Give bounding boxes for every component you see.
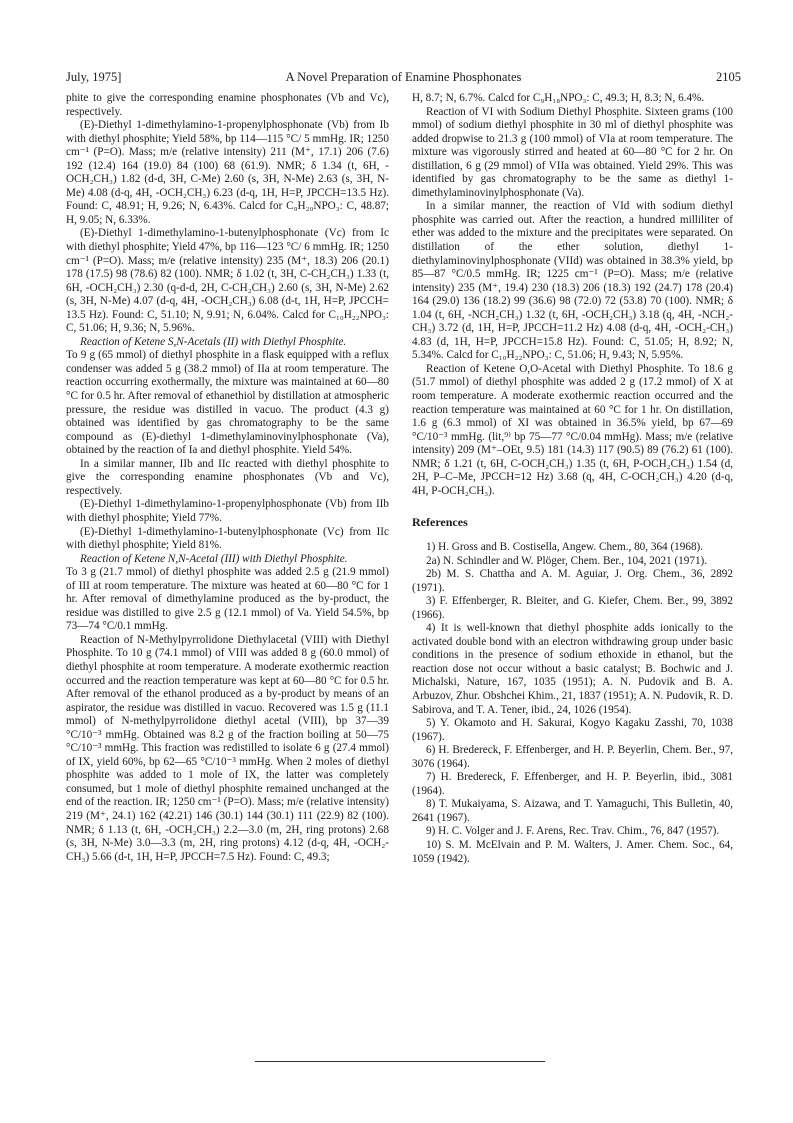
- reference-item: 9) H. C. Volger and J. F. Arens, Rec. Trav. Chim., 76, 847 (1957).: [426, 825, 720, 838]
- reference-item: 2a) N. Schindler and W. Plöger, Chem. Ber., 104, 2021 (1971).: [426, 554, 708, 567]
- running-title: A Novel Preparation of Enamine Phosphonates: [285, 70, 522, 84]
- reference-item: 7) H. Bredereck, F. Effenberger, and H. P. Beyerlin, ibid., 3081 (1964).: [412, 771, 733, 797]
- journal-date: July, 1975]: [66, 70, 122, 84]
- paragraph: To 3 g (21.7 mmol) of diethyl phosphite was added 2.5 g (21.9 mmol) of III at room temperature. The mixture was heated at 60—80 °C for 1 hr. After removal of dimethylamine produced as the by-product, the residue was distilled to give 2.5 g (12.1 mmol) of Va. Yield 54.5%, bp 73—74 °C/0.1 mmHg.: [66, 566, 389, 633]
- paragraph: H, 8.7; N, 6.7%. Calcd for C₉H₁₈NPO₃: C, 49.3; H, 8.3; N, 6.4%.: [412, 92, 705, 104]
- footer-rule: [255, 1061, 545, 1062]
- right-column: [412, 92, 733, 866]
- section-heading: Reaction of Ketene N,N-Acetal (III) with Diethyl Phosphite.: [80, 552, 348, 565]
- left-column: [66, 92, 389, 864]
- reference-item: 1) H. Gross and B. Costisella, Angew. Chem., 80, 364 (1968).: [426, 540, 704, 553]
- page-number: 2105: [716, 70, 741, 84]
- section-paragraph: Reaction of Ketene O,O-Acetal with Diethyl Phosphite. To 18.6 g (51.7 mmol) of diethyl phosphite was added 2 g (17.2 mmol) of X at room temperature. A moderate exothermic reaction occurred and the reaction temperature was maintained at 60 °C for 1 hr. On distillation, 1.6 g (6.3 mmol) of XI was obtained in 36.5% yield, bp 67—69 °C/10⁻³ mmHg. (lit,⁹⁾ bp 75—77 °C/0.04 mmHg). Mass; m/e (relative intensity) 209 (M⁺–OEt, 9.5) 181 (14.3) 117 (90.5) 89 (76.2) 61 (100). NMR; δ 1.21 (t, 6H, C-OCH₂CH₃) 1.35 (t, 6H, P-OCH₂CH₃) 1.54 (d, 2H, P–C–Me, JPCCH=12 Hz) 3.68 (q, 4H, C-OCH₂CH₃) 4.20 (d-q, 4H, P-OCH₂CH₃).: [412, 362, 733, 497]
- paragraph: (E)-Diethyl 1-dimethylamino-1-propenylphosphonate (Vb) from Ib with diethyl phosphite; Yield 58%, bp 114—115 °C/ 5 mmHg. IR; 1250 cm⁻¹ (P=O). Mass; m/e (relative intensity) 211 (M⁺, 17.1) 206 (7.6) 192 (12.4) 164 (19.0) 84 (100) 68 (61.9). NMR; δ 1.34 (t, 6H, -OCH₂CH₃) 1.82 (d-d, 3H, C-Me) 2.60 (s, 3H, N-Me) 2.63 (s, 3H, N-Me) 4.08 (d-q, 4H, -OCH₂CH₃) 6.23 (d-q, 1H, H=P, JPCCH=13.5 Hz). Found: C, 48.91; H, 9.26; N, 6.43%. Calcd for C₉H₂₀NPO₃: C, 48.87; H, 9.05; N, 6.33%.: [66, 119, 389, 226]
- paragraph: In a similar manner, the reaction of VId with sodium diethyl phosphite was carried out. After the reaction, a hundred milliliter of ether was added to the mixture and the precipitates were separated. On distillation of the ether solution, diethyl 1-diethylaminovinylphosphonate (VIId) was obtained in 38.3% yield, bp 85—87 °C/0.5 mmHg. IR; 1225 cm⁻¹ (P=O). Mass; m/e (relative intensity) 235 (M⁺, 19.4) 230 (18.3) 206 (18.3) 192 (24.7) 178 (20.4) 164 (29.0) 136 (18.2) 99 (36.6) 98 (72.0) 72 (53.8) 70 (100). NMR; δ 1.04 (t, 6H, -NCH₂CH₃) 1.32 (t, 6H, -OCH₂CH₃) 3.18 (q, 4H, -NCH₂-CH₃) 3.72 (d, 1H, H=P, JPCCH=11.2 Hz) 4.08 (d-q, 4H, -OCH₂-CH₃) 4.83 (d, 1H, H=P, JPCCH=15.8 Hz). Found: C, 51.05; H, 8.92; N, 5.34%. Calcd for C₁₀H₂₂NPO₃: C, 51.06; H, 9.43; N, 5.95%.: [412, 200, 733, 362]
- paragraph: In a similar manner, IIb and IIc reacted with diethyl phosphite to give the corresponding enamine phosphonates (Vb and Vc), respectively.: [66, 457, 389, 497]
- references-heading: References: [412, 515, 468, 530]
- paragraph: (E)-Diethyl 1-dimethylamino-1-propenylphosphonate (Vb) from IIb with diethyl phosphite; Yield 77%.: [66, 498, 389, 524]
- reference-item: 8) T. Mukaiyama, S. Aizawa, and T. Yamaguchi, This Bulletin, 40, 2641 (1967).: [412, 798, 733, 824]
- reference-item: 3) F. Effenberger, R. Bleiter, and G. Kiefer, Chem. Ber., 99, 3892 (1966).: [412, 595, 733, 621]
- reference-item: 5) Y. Okamoto and H. Sakurai, Kogyo Kagaku Zasshi, 70, 1038 (1967).: [412, 717, 733, 743]
- paragraph: To 9 g (65 mmol) of diethyl phosphite in a flask equipped with a reflux condenser was added 5 g (38.2 mmol) of IIa at room temperature. The reaction occurring exothermally, the mixture was maintained at 60—80 °C for 0.5 hr. After removal of ethanethiol by distillation at atmospheric pressure, the residue was distilled in vacuo. The product (4.3 g) obtained was identified by gas chromatography to be the same compound as (E)-diethyl 1-dimethylaminovinylphosphonate (Va), obtained by the reaction of Ia and diethyl phosphite. Yield 54%.: [66, 349, 389, 457]
- reference-item: 10) S. M. McElvain and P. M. Walters, J. Amer. Chem. Soc., 64, 1059 (1942).: [412, 838, 733, 865]
- reference-item: 4) It is well-known that diethyl phosphite adds ionically to the activated double bond with an electron withdrawing group under basic conditions in the presence of sodium ethoxide in ethanol, but the reaction dose not occur without a basic catalyst; B. Bochwic and J. Michalski, Nature, 167, 1035 (1951); A. N. Pudovik and B. A. Arbuzov, Zhur. Obshchei Khim., 21, 1837 (1951); A. N. Pudovik, R. D. Sabirova, and T. A. Tener, ibid., 24, 1026 (1954).: [412, 622, 733, 716]
- section-heading: Reaction of Ketene S,N-Acetals (II) with Diethyl Phosphite.: [80, 335, 347, 348]
- paragraph: phite to give the corresponding enamine phosphonates (Vb and Vc), respectively.: [66, 92, 389, 118]
- reference-item: 2b) M. S. Chattha and A. M. Aguiar, J. Org. Chem., 36, 2892 (1971).: [412, 568, 733, 594]
- paragraph: (E)-Diethyl 1-dimethylamino-1-butenylphosphonate (Vc) from Ic with diethyl phosphite; Yield 47%, bp 116—123 °C/ 6 mmHg. IR; 1250 cm⁻¹ (P=O). Mass; m/e (relative intensity) 235 (M⁺, 18.3) 206 (20.1) 178 (17.5) 98 (78.6) 82 (100). NMR; δ 1.02 (t, 3H, C-CH₂CH₃) 1.33 (t, 6H, -OCH₂CH₃) 2.30 (q-d-d, 2H, C-CH₂CH₃) 2.60 (s, 3H, N-Me) 2.62 (s, 3H, N-Me) 4.07 (d-q, 4H, -OCH₂CH₃) 6.08 (d-t, 1H, H=P, JPCCH= 13.5 Hz). Found: C, 51.10; N, 9.91; N, 6.04%. Calcd for C₁₀H₂₂NPO₃: C, 51.06; H, 9.36; N, 5.96%.: [66, 227, 389, 335]
- reference-item: 6) H. Bredereck, F. Effenberger, and H. P. Beyerlin, Chem. Ber., 97, 3076 (1964).: [412, 744, 733, 770]
- section-paragraph: Reaction of N-Methylpyrrolidone Diethylacetal (VIII) with Diethyl Phosphite. To 10 g (74.1 mmol) of VIII was added 8 g (60.0 mmol) of diethyl phosphite at room temperature. A moderate exothermic reaction occurred and the reaction temperature was kept at 60—80 °C for 0.5 hr. After removal of the ethanol produced as a by-product by means of an aspirator, the residue was distilled in vacuo. Recovered was 1.5 g (11.1 mmol) of N-methylpyrrolidone diethyl acetal (VIII), bp 37—39 °C/10⁻³ mmHg. Obtained was 8.2 g of the fraction boiling at 50—75 °C/10⁻³ mmHg. This fraction was redistilled to isolate 6 g (27.4 mmol) of IX, yield 60%, bp 62—65 °C/10⁻³ mmHg. When 2 moles of diethyl phosphite was added to 1 mole of IX, the latter was completely consumed, but 1 mole of diethyl phosphite remained unchanged at the end of the reaction. IR; 1250 cm⁻¹ (P=O). Mass; m/e (relative intensity) 219 (M⁺, 24.1) 162 (42.21) 146 (30.1) 144 (30.1) 111 (22.9) 82 (100). NMR; δ 1.13 (t, 6H, -OCH₂CH₃) 2.2—3.0 (m, 2H, ring protons) 2.68 (s, 3H, N-Me) 3.0—3.3 (m, 2H, ring protons) 4.12 (d-q, 4H, -OCH₂-CH₃) 5.66 (d-t, 1H, H=P, JPCCH=7.5 Hz). Found: C, 49.3;: [66, 633, 389, 863]
- section-paragraph: Reaction of VI with Sodium Diethyl Phosphite. Sixteen grams (100 mmol) of sodium diethyl phosphite in 30 ml of diethyl phosphite was added dropwise to 21.3 g (100 mmol) of VIa at room temperature. The mixture was vigorously stirred and heated at 60—80 °C for 2 hr. On distillation, 6 g (29 mmol) of VIIa was obtained. Yield 29%. This was identified by gas chromatography to be the same as diethyl 1-dimethylaminovinylphosphonate (Va).: [412, 105, 733, 199]
- paragraph: (E)-Diethyl 1-dimethylamino-1-butenylphosphonate (Vc) from IIc with diethyl phosphite; Yield 81%.: [66, 525, 389, 552]
